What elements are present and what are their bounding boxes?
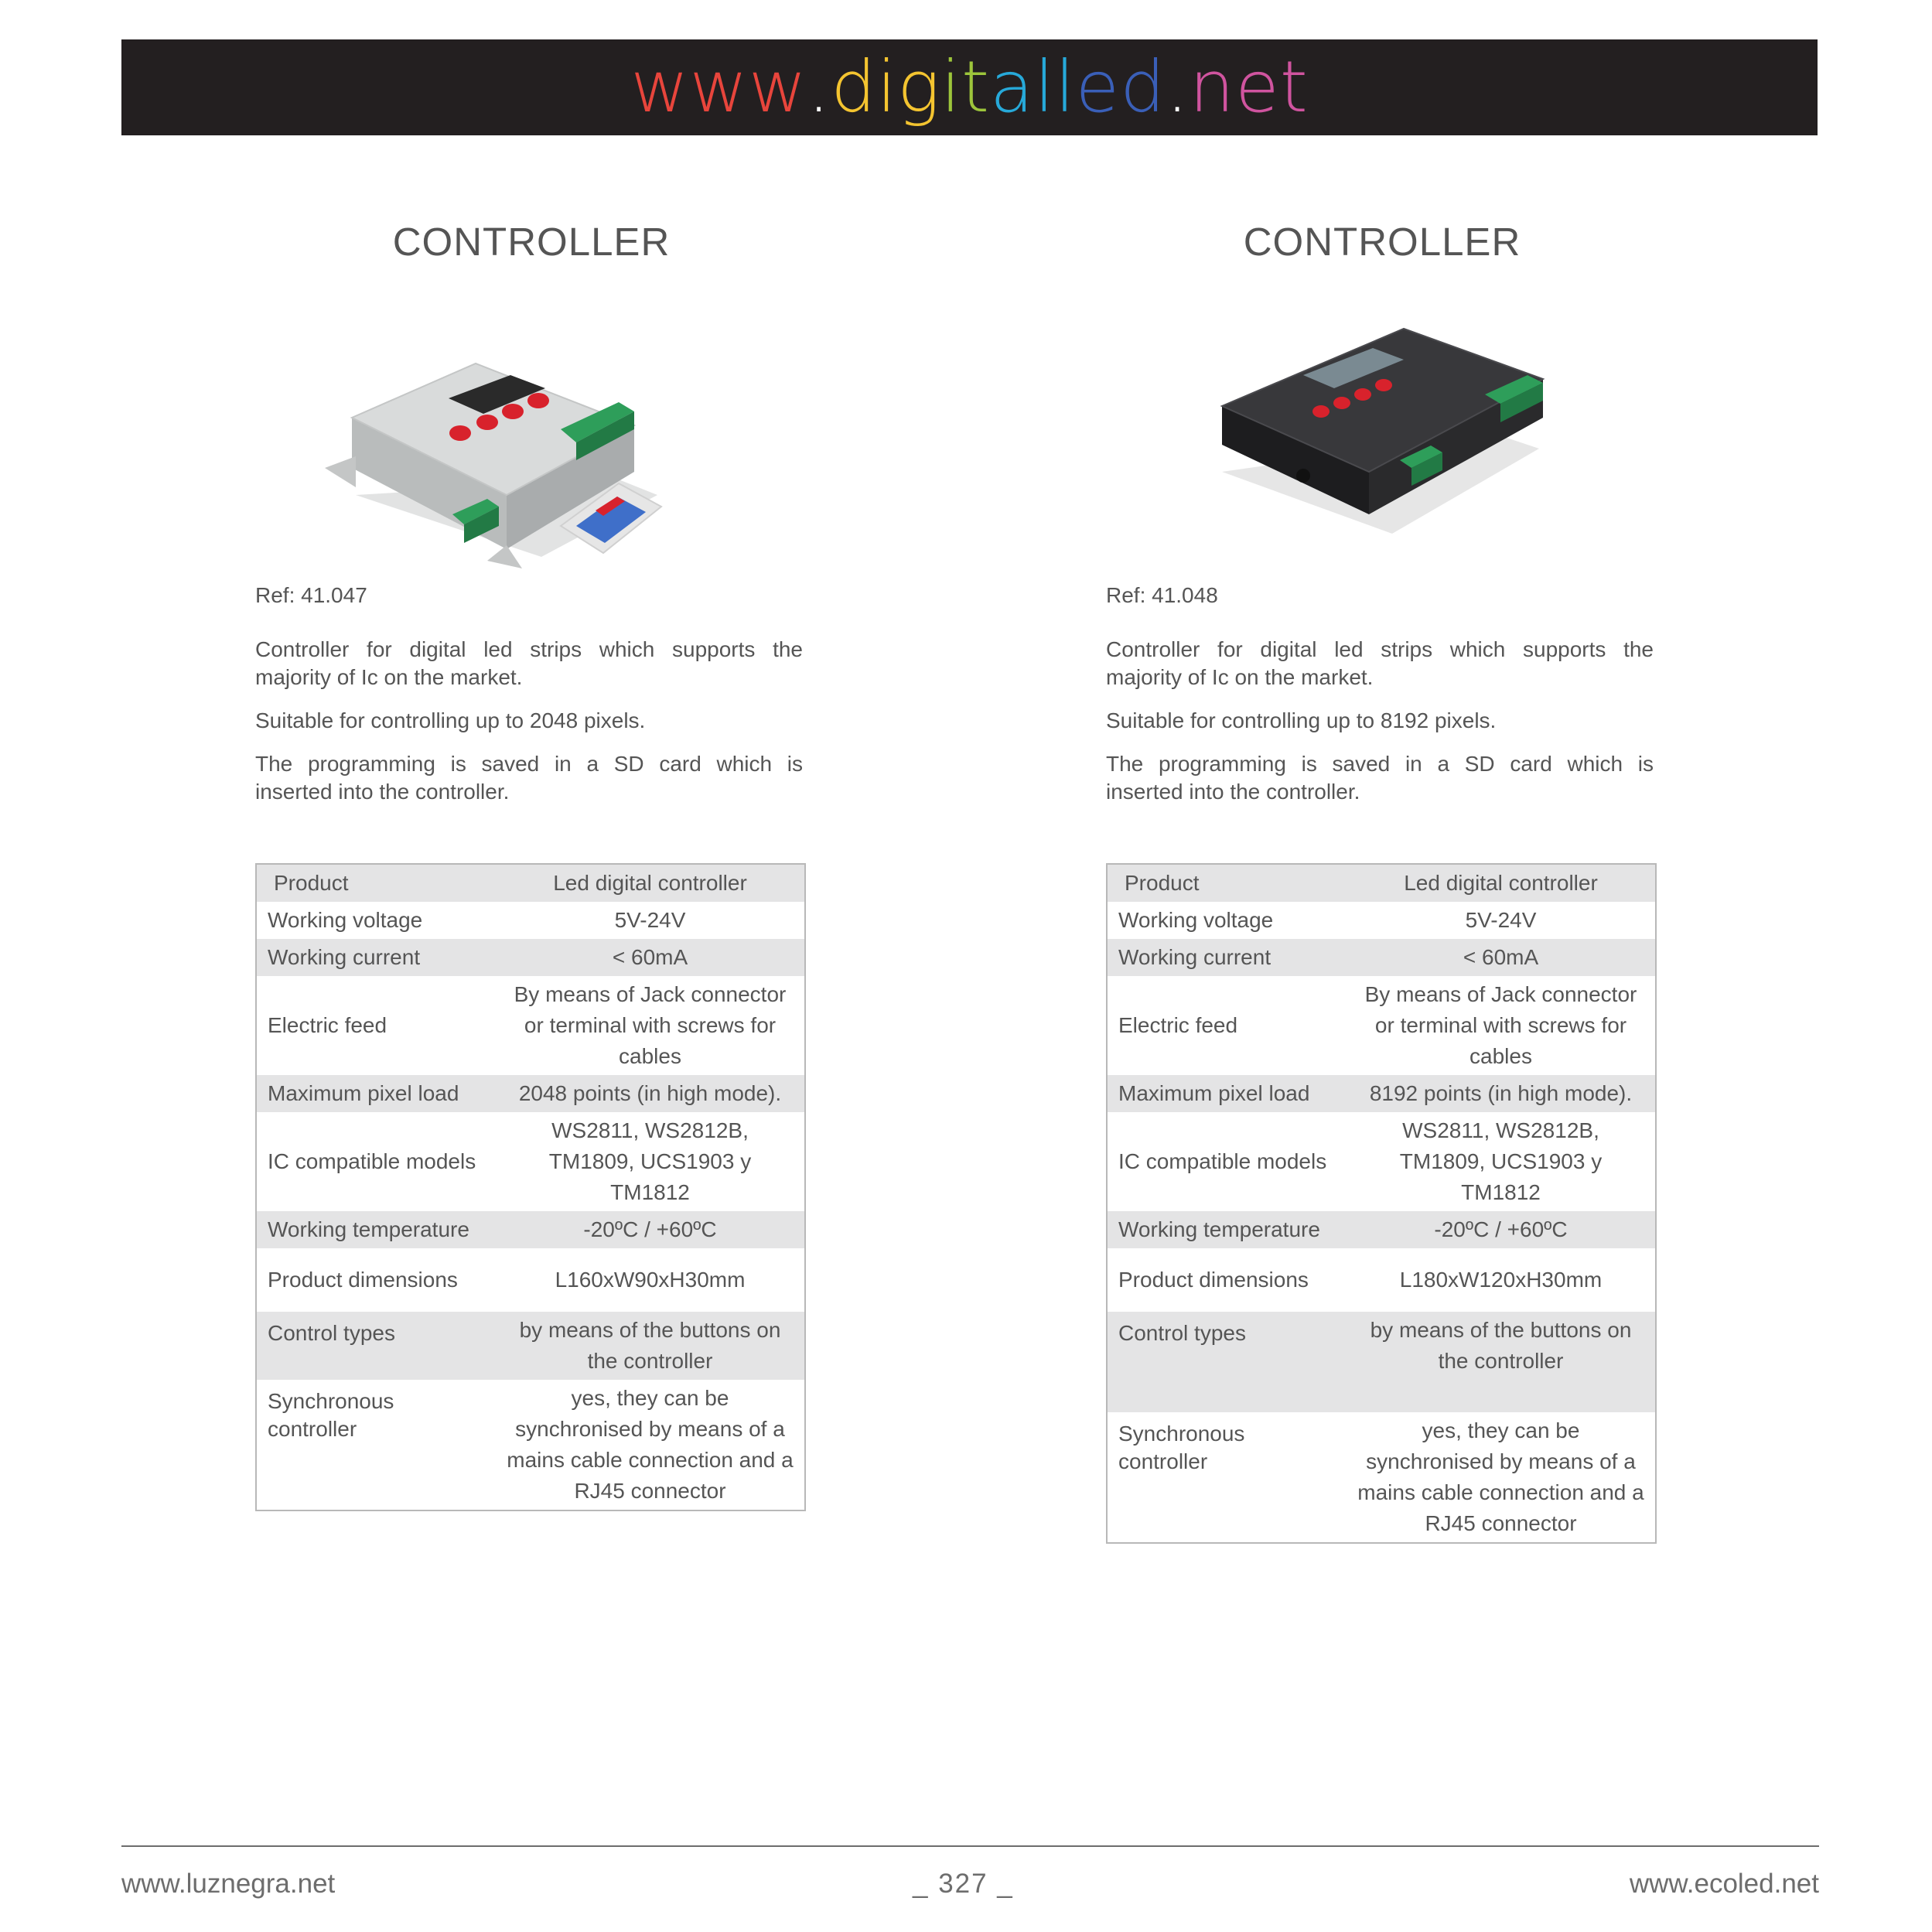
table-row [1107,1112,1656,1211]
spec-value: -20ºC / +60ºC [496,1211,805,1248]
spec-label: IC compatible models [268,1149,476,1173]
description-paragraph: Controller for digital led strips which supports the majority of Ic on the market. [1106,637,1654,689]
footer-website-left: www.luznegra.net [121,1869,336,1899]
table-row [1107,1412,1656,1543]
spec-value: 8192 points (in high mode). [1347,1075,1656,1112]
table-row [256,864,805,902]
description-paragraph: Suitable for controlling up to 8192 pixels. [1106,708,1497,732]
spec-value: < 60mA [496,939,805,976]
spec-value: L180xW120xH30mm [1399,1268,1603,1292]
logo-part: it [940,46,991,128]
logo-part: . [807,46,831,128]
spec-label: Working temperature [256,1211,496,1248]
table-row [1107,864,1656,902]
spec-label: Electric feed [1118,1013,1238,1037]
spec-value: by means of the buttons on the controller [496,1312,805,1380]
spec-label: Working voltage [268,908,423,932]
spec-label: IC compatible models [1118,1149,1327,1173]
logo-part: net [1189,46,1309,128]
spec-label: Maximum pixel load [1107,1075,1347,1112]
spec-value: -20ºC / +60ºC [1347,1211,1656,1248]
product-description [255,636,803,821]
spec-value: WS2811, WS2812B, TM1809, UCS1903 y TM1812 [548,1118,752,1204]
spec-value: 5V-24V [614,908,686,932]
spec-value: L160xW90xH30mm [555,1268,746,1292]
spec-label: Maximum pixel load [256,1075,496,1112]
table-row [256,1112,805,1211]
silver-controller-with-sd-card-image [255,302,807,580]
spec-label: Synchronous controller [268,1389,394,1441]
logo-part: all [990,46,1076,128]
spec-label: Working current [1107,939,1347,976]
spec-label: Working voltage [1118,908,1274,932]
table-row [1107,939,1656,976]
page-number: _ 327 _ [913,1869,1014,1899]
spec-value: yes, they can be synchronised by means of a mains cable connection and a RJ45 connector [1357,1418,1644,1535]
spec-label: Electric feed [268,1013,387,1037]
spec-value: By means of Jack connector or terminal with screws for cables [514,982,787,1068]
header-banner [121,39,1818,135]
description-paragraph: The programming is saved in a SD card which is inserted into the controller. [255,752,803,804]
table-row [256,1211,805,1248]
spec-value: WS2811, WS2812B, TM1809, UCS1903 y TM1812 [1399,1118,1603,1204]
product-description [1106,636,1654,821]
product-title: CONTROLLER [1243,220,1521,264]
table-row [256,902,805,939]
spec-label: Working current [256,939,496,976]
footer-website-right: www.ecoled.net [1629,1869,1819,1899]
spec-table [1106,863,1657,1544]
table-row [256,1248,805,1312]
spec-value: < 60mA [1347,939,1656,976]
table-row [1107,976,1656,1075]
table-row [1107,1075,1656,1112]
product-ref: Ref: 41.047 [255,583,367,607]
product-title: CONTROLLER [392,220,671,264]
spec-label: Synchronous controller [1118,1422,1245,1473]
spec-value: yes, they can be synchronised by means of a mains cable connection and a RJ45 connector [507,1386,794,1503]
footer-divider [121,1845,1819,1847]
table-row [256,976,805,1075]
spec-value: By means of Jack connector or terminal with screws for cables [1364,982,1637,1068]
logo-part: dig [831,46,941,128]
spec-label: Control types [1107,1312,1347,1412]
description-paragraph: The programming is saved in a SD card which is inserted into the controller. [1106,752,1654,804]
spec-table [255,863,806,1511]
table-row [256,1380,805,1510]
table-row [1107,1211,1656,1248]
spec-label: Product dimensions [268,1268,458,1292]
table-row [256,1312,805,1380]
spec-label: Product [1107,864,1347,902]
site-logo-text [630,46,1309,128]
table-row [256,1075,805,1112]
table-row [256,939,805,976]
logo-part: www [630,46,807,128]
table-row [1107,902,1656,939]
description-paragraph: Suitable for controlling up to 2048 pixels. [255,708,646,732]
spec-label: Product dimensions [1118,1268,1309,1292]
description-paragraph: Controller for digital led strips which supports the majority of Ic on the market. [255,637,803,689]
table-row [1107,1312,1656,1412]
spec-label: Product [256,864,496,902]
spec-label: Working temperature [1107,1211,1347,1248]
spec-value: 2048 points (in high mode). [496,1075,805,1112]
spec-value: Led digital controller [496,864,805,902]
spec-value: 5V-24V [1465,908,1537,932]
table-row [1107,1248,1656,1312]
logo-part: . [1166,46,1190,128]
spec-value: Led digital controller [1347,864,1656,902]
spec-label: Control types [256,1312,496,1380]
black-controller-image [1106,302,1658,580]
product-ref: Ref: 41.048 [1106,583,1218,607]
spec-value: by means of the buttons on the controller [1347,1312,1656,1412]
logo-part: ed [1075,46,1166,128]
